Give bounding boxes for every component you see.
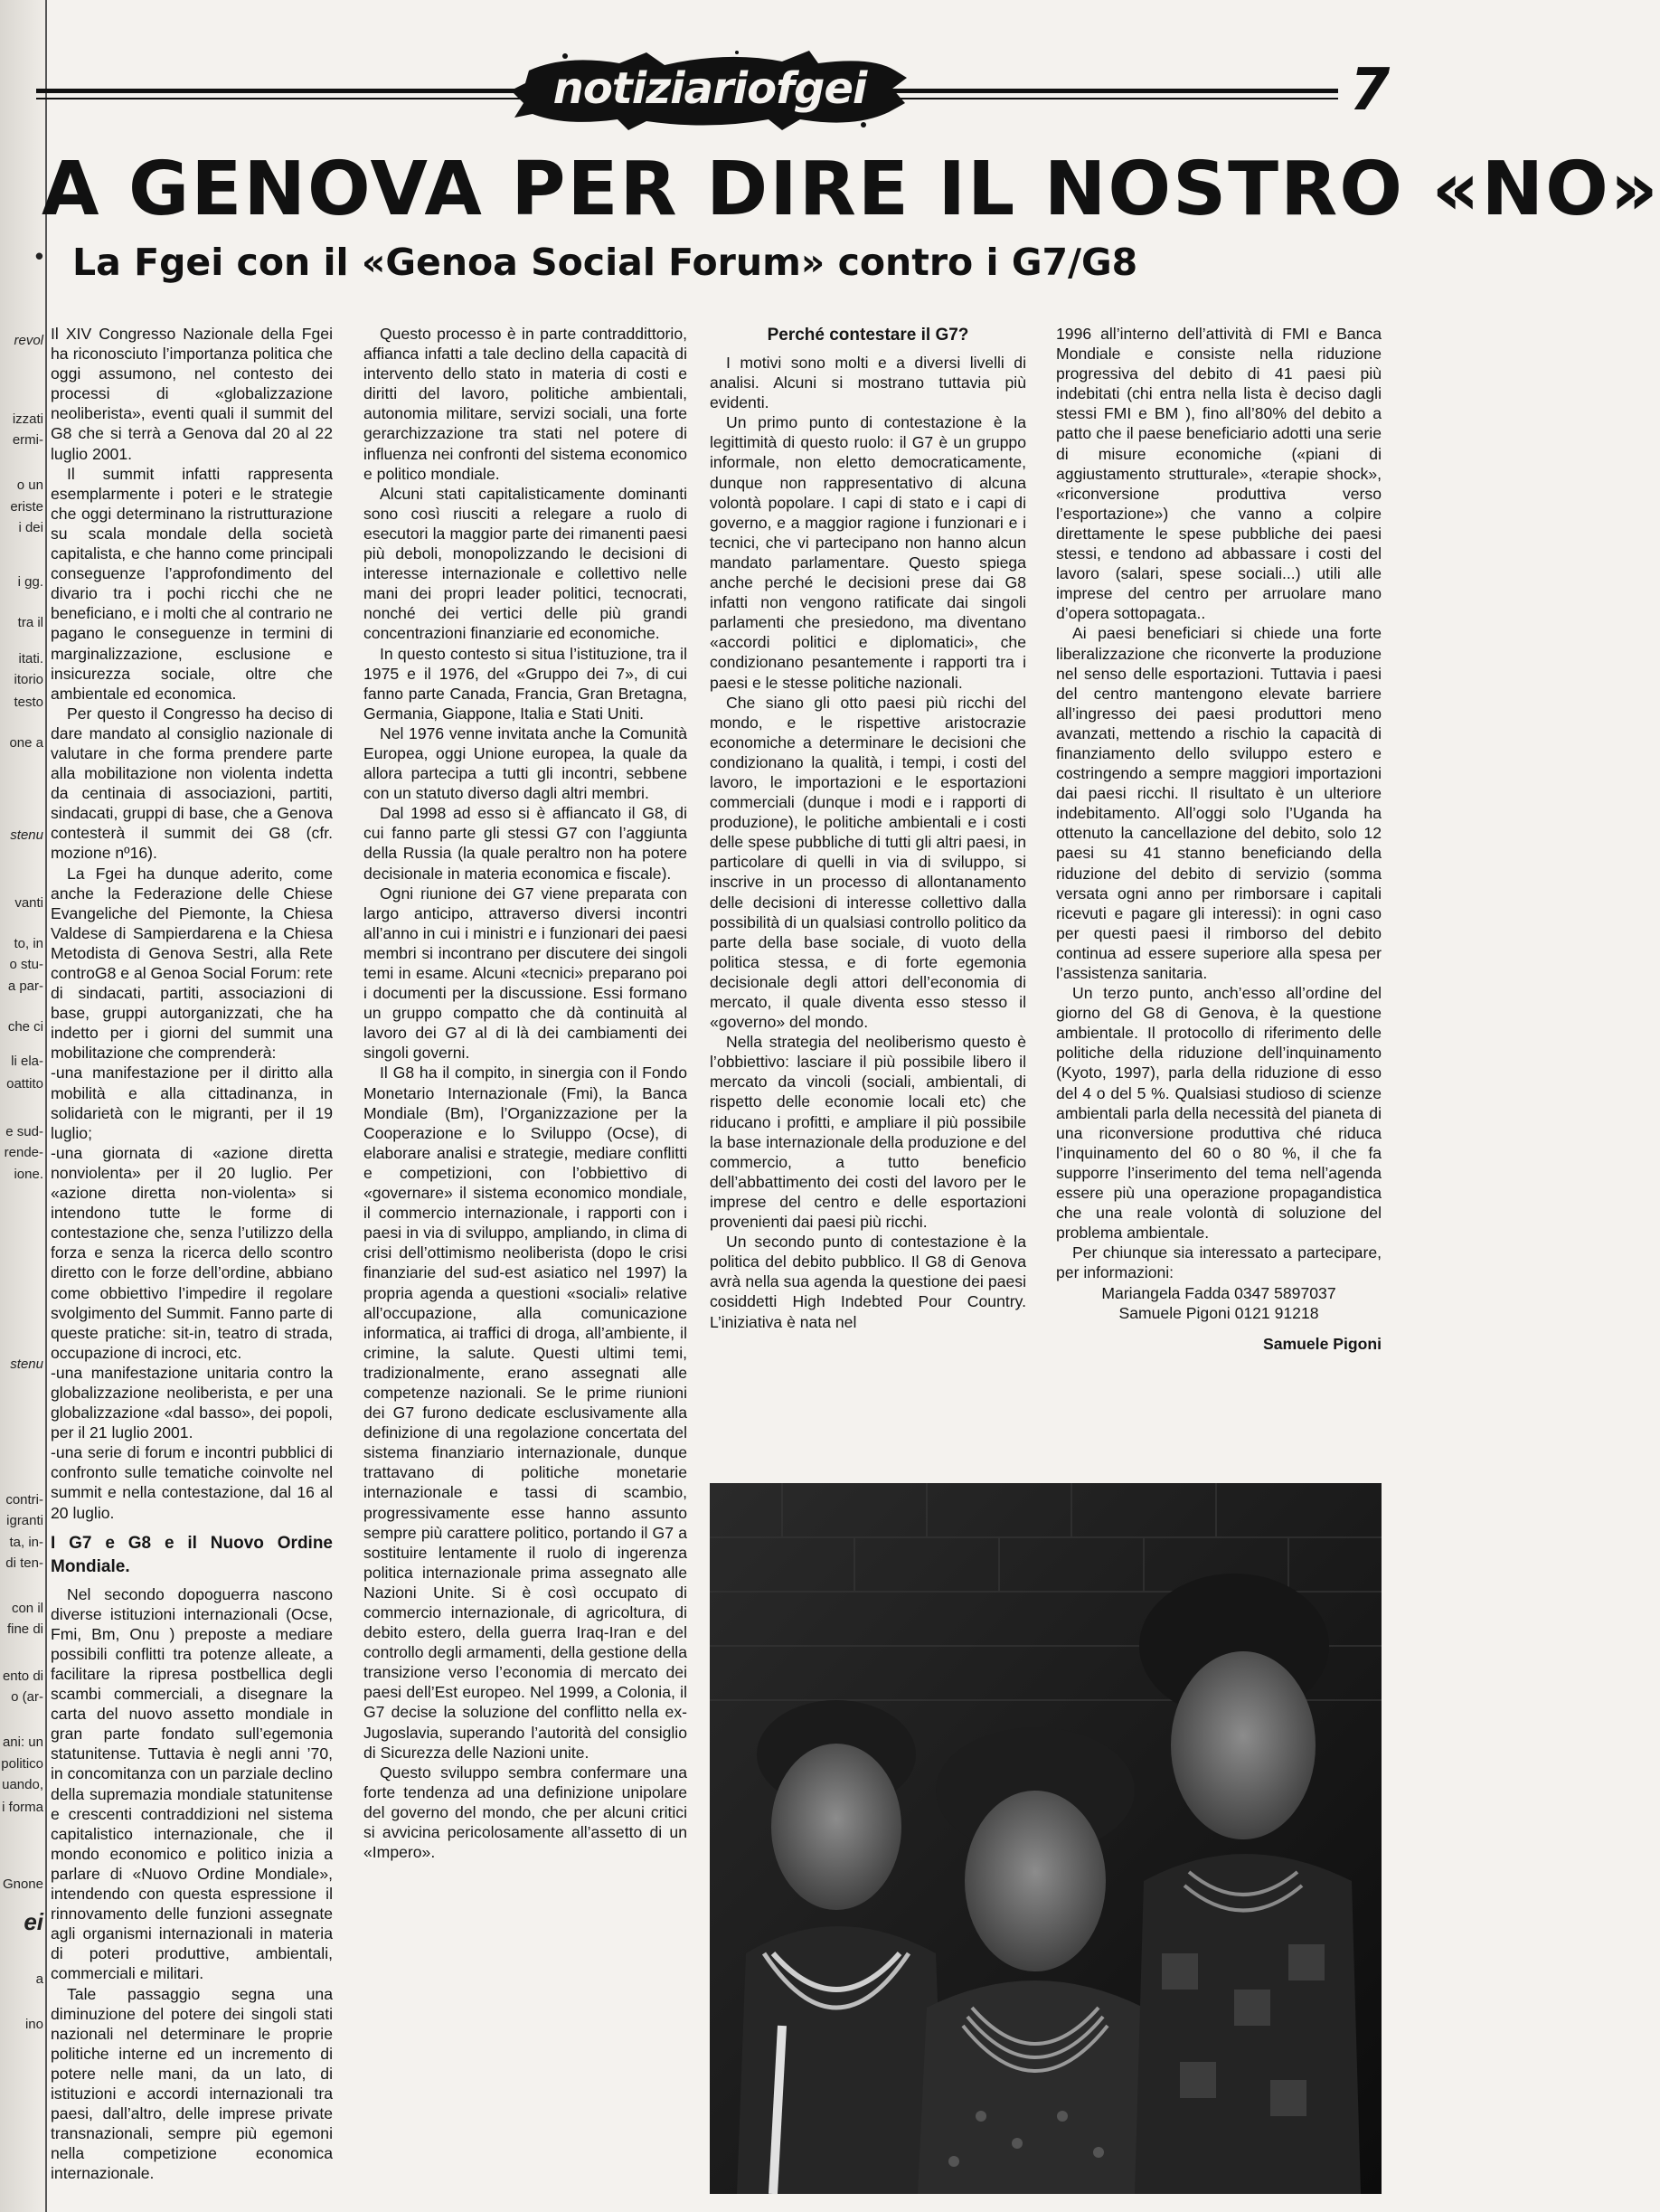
adjacent-page-fragment: li ela- <box>11 1054 43 1069</box>
photo-illustration <box>710 1483 1382 2194</box>
adjacent-page-fragment: politico <box>1 1756 43 1772</box>
adjacent-page-fragment: testo <box>14 695 43 710</box>
adjacent-page-fragment: contri- <box>5 1492 43 1508</box>
mobilization-item: -una manifestazione unitaria contro la globalizzazione neoliberista, e per una globalizzazione «dal basso», dei popoli, per il 21 luglio 2001. <box>51 1363 333 1442</box>
article-column-4 <box>1056 324 1382 1354</box>
paragraph: 1996 all’interno dell’attività di FMI e Banca Mondiale e consiste nella riduzione progressiva del debito di 41 paesi più indebitati (chi entra nella lista è deciso dagli stessi FMI e BM ), fino all’80% del debito a patto che il paese beneficiario adotti una serie di misure economiche («piani di aggiustamento strutturale», «terapie shock», «riconversione produttiva verso l’esportazione») che vanno a colpire direttamente le spese pubbliche dei paesi stessi, e tendono ad abbassare i costi del lavoro (salari, spese sociali...) utili alle imprese del centro per arruolare mano d’opera sottopagata.. <box>1056 325 1382 623</box>
mobilization-item: -una serie di forum e incontri pubblici di confronto sulle tematiche coinvolte nel summit e nella contestazione, dal 16 al 20 luglio. <box>51 1443 333 1522</box>
adjacent-page-fragment: eriste <box>10 499 43 515</box>
adjacent-page-fragment: stenu <box>10 827 43 843</box>
paragraph: Il XIV Congresso Nazionale della Fgei ha riconosciuto l’importanza politica che oggi assumono, nel contesto dei processi di «globalizzazione neoliberista», eventi quali il summit del G8 che si terrà a Genova dal 20 al 22 luglio 2001. <box>51 325 333 463</box>
adjacent-page-fragment: vanti <box>14 895 43 911</box>
adjacent-page-fragment: e sud- <box>5 1124 43 1139</box>
adjacent-page-fragment: ani: un <box>2 1735 43 1750</box>
paragraph: In questo contesto si situa l’istituzione, tra il 1975 e il 1976, del «Gruppo dei 7», di cui fanno parte Canada, Francia, Gran Bretagna, Germania, Giappone, Italia e Stati Uniti. <box>363 644 687 723</box>
paragraph: Tale passaggio segna una diminuzione del potere dei singoli stati nazionali nel determinare le proprie politiche interne ed un incremento di potere nelle mani, da un lato, di istituzioni e accordi internazionali tra paesi, dall’altro, delle imprese private transnazionali, sempre più egemoni nella competizione economica internazionale. <box>51 1984 333 2183</box>
contact-block <box>1056 1283 1382 1323</box>
page-header <box>36 36 1410 136</box>
adjacent-page-fragment: con il <box>11 1601 43 1616</box>
adjacent-page-fragment: ei <box>24 1908 43 1935</box>
paragraph: Per chiunque sia interessato a partecipare, per informazioni: <box>1056 1243 1382 1282</box>
author-signature: Samuele Pigoni <box>1262 1334 1382 1353</box>
adjacent-page-fragment: o (ar- <box>11 1689 43 1705</box>
adjacent-page-fragment: Gnone <box>2 1876 43 1892</box>
adjacent-page-fragment: a <box>35 1971 43 1987</box>
contact-line: Samuele Pigoni 0121 91218 <box>1118 1303 1319 1322</box>
adjacent-page-fragment: ermi- <box>12 432 43 448</box>
mobilization-item: -una manifestazione per il diritto alla mobilità e alla cittadinanza, in solidarietà con le migranti, per il 19 luglio; <box>51 1063 333 1142</box>
paragraph: Il summit infatti rappresenta esemplarmente i poteri e le strategie che oggi determinano la ristrutturazione su scala mondale della società capitalista, e che hanno come principali conseguenze l’approfondimento del divario tra i pochi ricchi che ne beneficiano, e i molti che al contrario ne pagano le conseguenze in termini di marginalizzazione, esclusione e insicurezza sociale, oltre che ambientale ed economica. <box>51 464 333 703</box>
paragraph: Un terzo punto, anch’esso all’ordine del giorno del G8 di Genova, è la questione ambientale. Il protocollo di riferimento delle politiche della riduzione dell’inquinamento (Kyoto, 1997), parla della riduzione di esso del 4 o del 5 %. Qualsiasi studioso di scienze ambientali parla della necessità del pianeta di una riconversione produttiva ché riduca l’inquinamento del 60 o 80 %, il che fa supporre l’inserimento del tema nell’agenda essere più una operazione propagandistica che una reale volontà di soluzione del problema ambientale. <box>1056 984 1382 1243</box>
adjacent-page-fragment: itorio <box>14 672 43 687</box>
adjacent-page-fragment: to, in <box>14 936 43 951</box>
adjacent-page-fragment: revol <box>14 333 43 348</box>
adjacent-page-fragment: o un <box>16 477 43 493</box>
paragraph: I motivi sono molti e a diversi livelli di analisi. Alcuni si mostrano tuttavia più evidenti. <box>710 354 1026 412</box>
adjacent-page-fragment: fine di <box>6 1621 43 1637</box>
article-column-2 <box>363 324 687 1862</box>
adjacent-page-fragment: tra il <box>17 615 43 630</box>
section-heading: Perché contestare il G7? <box>767 326 969 345</box>
paragraph: Dal 1998 ad esso si è affiancato il G8, di cui fanno parte gli stessi G7 con l’aggiunta della Russia (la quale peraltro non ha potere decisionale in materia economica e fiscale). <box>363 804 687 883</box>
paragraph: Un primo punto di contestazione è la legittimità di questo ruolo: il G7 è un gruppo informale, non eletto democraticamente, dunque non rappresentativo di alcuna volontà popolare. I capi di stato e i capi di governo, e a maggior ragione i funzionari e i tecnici, che vi partecipano non hanno alcun mandato parlamentare. Questo spiega anche perché le decisioni prese dai G8 infatti non vengono ratificate dai singoli parlamenti che presiedono, ma diventano «accordi politici e diplomatici», che condizionano pesantemente i rapporti tra i paesi e le stesse politiche nazionali. <box>710 413 1026 692</box>
adjacent-page-fragment: itati. <box>18 651 43 666</box>
notiziario-logo <box>511 51 909 130</box>
paragraph: Il G8 ha il compito, in sinergia con il Fondo Monetario Internazionale (Fmi), la Banca Mondiale (Bm), l’Organizzazione per la Cooperazione e lo Sviluppo (Ocse), di elaborare analisi e strategie, mediare conflitti e competizioni, con l’obbiettivo di «governare» il sistema economico mondiale, il commercio internazionale, i rapporti con i paesi in via di sviluppo, ampliando, in clima di crisi dell’ottimismo neoliberista (dopo le crisi finanziarie del sud-est asiatico nel 1997) la propria agenda a questioni «sociali» relative all’occupazione, alla comunicazione informatica, ai traffici di droga, all’ambiente, il crimine, la salute. Questi ultimi temi, tradizionalmente, erano assegnati alle competenze nazionali. Se le prime riunioni dei G7 furono dedicate esclusivamente alla definizione di una regolazione concertata del sistema finanziario internazionale, dunque trattavano di politiche monetarie internazionale e tassi di scambio, progressivamente esse hanno assunto sempre più carattere politico, portando il G7 a sostituire lentamente il ruolo di ingerenza politica internazionale prima assegnato alle Nazioni Unite. Si è così occupato di commercio internazionale, di agricoltura, di debito estero, della guerra Iraq-Iran e del controllo degli armamenti, della gestione della transizione verso l’economia di mercato dei paesi dell’Est europeo. Nel 1999, a Colonia, il G7 decise la soluzione del conflitto nella ex-Jugoslavia, superando l’autorità del consiglio di Sicurezza delle Nazioni unite. <box>363 1063 687 1762</box>
adjacent-page-fragment: ta, in- <box>9 1535 43 1550</box>
adjacent-page-fragment: igranti <box>6 1513 43 1528</box>
page-number: 7 <box>1338 54 1401 127</box>
paragraph: Per questo il Congresso ha deciso di dare mandato al consiglio nazionale di valutare in che forma prendere parte alla mobilitazione non violenta indetta da centinaia di associazioni, partiti, sindacati, gruppi di base, che a Genova contesterà il summit dei G8 (cfr. mozione nº16). <box>51 704 333 863</box>
paragraph: Ogni riunione dei G7 viene preparata con largo anticipo, attraverso diversi incontri all’anno in cui i ministri e i funzionari dei paesi membri si incontrano per discutere dei singoli temi in esame. Alcuni «tecnici» preparano poi i documenti per la discussione. Essi formano un gruppo compatto che dà continuità al lavoro dei G7 al di là dei cambiamenti dei singoli governi. <box>363 884 687 1063</box>
section-heading: I G7 e G8 e il Nuovo Ordine Mondiale. <box>51 1533 333 1576</box>
adjacent-page-fragment: che ci <box>7 1019 43 1035</box>
adjacent-page-fragment: di ten- <box>5 1555 43 1571</box>
headline: A GENOVA PER DIRE IL NOSTRO «NO» <box>42 147 1660 232</box>
paragraph: Questo sviluppo sembra confermare una forte tendenza ad una definizione unipolare del governo del mondo, che per alcuni critici si avvicina pericolosamente all’assetto di un «Impero». <box>363 1763 687 1862</box>
paragraph: Nel 1976 venne invitata anche la Comunità Europea, oggi Unione europea, la quale da allora partecipa a tutti gli incontri, sebbene con un statuto diverso dagli altri membri. <box>363 723 687 803</box>
adjacent-page-fragment: one a <box>9 735 43 751</box>
adjacent-page-fragment: • <box>34 242 43 269</box>
adjacent-page-fragment: i gg. <box>17 574 43 590</box>
adjacent-page-fragment: a par- <box>7 978 43 994</box>
paragraph: Alcuni stati capitalisticamente dominanti sono così riusciti a relegare a ruolo di esecutori la maggior parte dei rimanenti paesi più deboli, monopolizzando le decisioni di interesse internazionale e collettivo nelle mani dei propri leader politici, tecnocrati, nonché dei vertici delle più grandi concentrazioni finanziarie ed economiche. <box>363 484 687 643</box>
paragraph: Questo processo è in parte contraddittorio, affianca infatti a tale declino della capacità di intervento dello stato in materia di costi e diritti del lavoro, politiche ambientali, autonomia militare, servizi sociali, una forte gerarchizzazione tra stati nel potere di influenza nei confronti del sistema economico e politico mondiale. <box>363 325 687 483</box>
paragraph: Un secondo punto di contestazione è la politica del debito pubblico. Il G8 di Genova avrà nella sua agenda la questione dei paesi cosiddetti High Indebted Pour Country. L’iniziativa è nata nel <box>710 1233 1026 1331</box>
adjacent-page-fragment: uando, <box>2 1777 43 1792</box>
adjacent-page-fragment: ento di <box>2 1668 43 1684</box>
contact-line: Mariangela Fadda 0347 5897037 <box>1101 1283 1336 1302</box>
adjacent-page-fragment: ione. <box>14 1167 43 1182</box>
photo-three-girls <box>710 1483 1382 2194</box>
paragraph: Nella strategia del neoliberismo questo è l’obbiettivo: lasciare il più possibile libero il mercato da vincoli (sociali, ambientali, di rispetto delle economie locali etc) che riducano i profitti, e ampliare il più possibile la base internazionale della produzione e del commercio, a tutto beneficio dell’abbattimento dei costi del lavoro per le imprese del centro e delle esportazioni provenienti dai paesi più ricchi. <box>710 1033 1026 1232</box>
adjacent-page-fragment: ino <box>24 2017 43 2032</box>
article-column-3 <box>710 324 1026 1332</box>
logo-text: notiziariofgei <box>552 63 867 114</box>
adjacent-page-sliver <box>0 0 47 2212</box>
paragraph: Che siano gli otto paesi più ricchi del mondo, e le rispettive aristocrazie economiche a determinare le decisioni che condizionano la qualità, i tempi, i costi del lavoro, le importazioni e le esportazioni commerciali (dunque i modi e i rapporti di produzione), le politiche ambientali e i costi delle spese pubbliche di tutti gli altri paesi, in particolare di quelli in via di sviluppo, si inscrive in un processo di allontanamento delle decisioni di interesse collettivo dalla possibilità di un qualsiasi controllo politico da parte della base sociale, di vuoto della politica stessa, e di forte egemonia decisionale degli attori dell’economia di mercato, il quale diventa esso stesso il «governo» del mondo. <box>710 693 1026 1032</box>
adjacent-page-fragment: i dei <box>18 520 43 535</box>
mobilization-item: -una giornata di «azione diretta nonviolenta» per il 20 luglio. Per «azione diretta non-violenta» si intendono tutte le forme di contestazione che, senza l’utilizzo della forza e senza la ricerca dello scontro diretto con le forze dell’ordine, abbiano come obbiettivo l’impedire il regolare svolgimento del Summit. Fanno parte di queste pratiche: sit-in, teatro di strada, occupazione di incroci, etc. <box>51 1143 333 1362</box>
adjacent-page-fragment: stenu <box>10 1357 43 1372</box>
paragraph: La Fgei ha dunque aderito, come anche la Federazione delle Chiese Evangeliche del Piemonte, la Chiesa Valdese di Sampierdarena e la Chiesa Metodista di Genova Sestri, alla Rete controG8 e al Genoa Social Forum: rete di sindacati, partiti, associazioni di base, gruppi autorganizzati, che ha indetto per i giorni del summit una mobilitazione che comprenderà: <box>51 864 333 1063</box>
paragraph: Nel secondo dopoguerra nascono diverse istituzioni internazionali (Ocse, Fmi, Bm, Onu ) preposte a mediare possibili conflitti tra potenze alleate, a facilitare la ripresa postbellica degli scambi commerciali, a disegnare la carta del nuovo assetto mondiale in gran parte fondato sull’egemonia statunitense. Tuttavia è negli anni ’70, in concomitanza con un parziale declino della supremazia mondiale statunitense e crescenti contraddizioni nel sistema capitalistico internazionale, che il mondo economico e politico inizia a parlare di «Nuovo Ordine Mondiale», intendendo con questa espressione il rinnovamento delle funzioni assegnate agli organismi internazionali in materia di poteri produttive, ambientali, commerciali e militari. <box>51 1584 333 1983</box>
adjacent-page-fragment: izzati <box>12 411 43 427</box>
paragraph: Ai paesi beneficiari si chiede una forte liberalizzazione che riconverte la produzione nel senso delle esportazioni. Tuttavia i paesi del centro mantengono elevate barriere all’ingresso dei paesi produttori meno avanzati, mettendo a rischio la capacità di finanziamento dello sviluppo estero e costringendo a sempre maggiori importazioni dai paesi ricchi. Il risultato è un ulteriore indebitamento. All’oggi solo l’Uganda ha ottenuto la cancellazione del debito, solo 12 paesi su 41 stanno beneficiando della riduzione del debito di servizio (somma versata ogni anno per rimborsare i capitali ricevuti e pagare gli interessi): in ogni caso per questi paesi il rimborso del debito continua ad essere superiore alla spesa per l’assistenza sanitaria. <box>1056 624 1382 982</box>
subheadline: La Fgei con il «Genoa Social Forum» contro i G7/G8 <box>72 241 1138 284</box>
adjacent-page-fragment: o stu- <box>9 957 43 972</box>
article-column-1 <box>51 324 333 2183</box>
adjacent-page-fragment: oattito <box>6 1076 43 1092</box>
adjacent-page-fragment: rende- <box>4 1145 43 1160</box>
adjacent-page-fragment: i forma <box>2 1800 43 1815</box>
